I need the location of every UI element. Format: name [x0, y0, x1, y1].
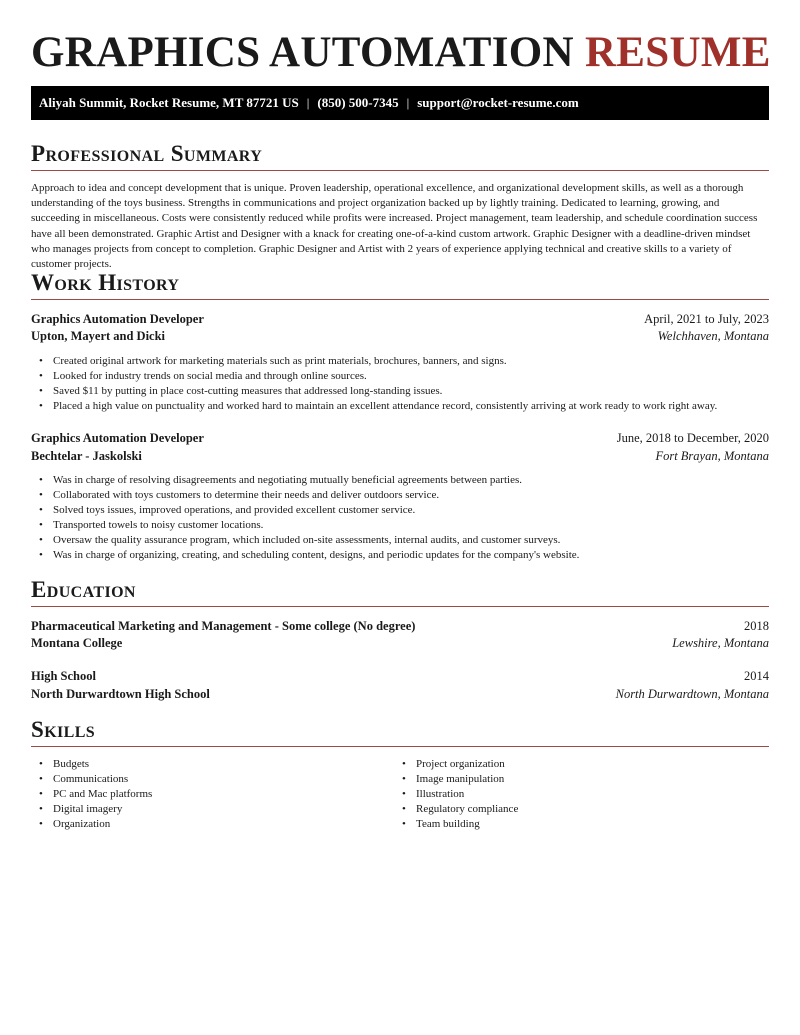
job-dates: June, 2018 to December, 2020	[616, 431, 769, 445]
title-main: GRAPHICS AUTOMATION	[31, 29, 574, 76]
job-title: Graphics Automation Developer	[31, 312, 204, 326]
skill-item: • Communications	[53, 772, 393, 787]
work-history-heading: Work History	[31, 270, 769, 300]
skill-item: • Regulatory compliance	[416, 802, 769, 817]
contact-separator: |	[406, 95, 410, 110]
education-location: North Durwardtown, Montana	[615, 687, 769, 701]
contact-separator: |	[306, 95, 310, 110]
job-location: Fort Brayan, Montana	[655, 449, 769, 463]
education-school: North Durwardtown High School	[31, 687, 210, 701]
education-school-row	[31, 636, 769, 651]
job-title: Graphics Automation Developer	[31, 431, 204, 445]
skills-heading: Skills	[31, 717, 769, 747]
job-duties-list	[53, 473, 769, 564]
education-school-row	[31, 687, 769, 702]
list-item: • Was in charge of resolving disagreements and negotiating mutually beneficial agreements between parties.	[53, 473, 769, 488]
skill-item: • Organization	[53, 817, 393, 832]
list-item: • Transported towels to noisy customer locations.	[53, 518, 769, 533]
skill-item: • Project organization	[416, 757, 769, 772]
education-school: Montana College	[31, 636, 123, 650]
job-header-row	[31, 312, 769, 327]
title-accent: RESUME	[584, 29, 771, 76]
skills-list-right	[416, 757, 769, 832]
list-item: • Placed a high value on punctuality and worked hard to maintain an excellent attendance record, consistently arriving at work ready to work right away.	[53, 399, 769, 414]
job-duties-list	[53, 354, 769, 414]
education-header-row	[31, 619, 769, 634]
job-dates: April, 2021 to July, 2023	[644, 312, 769, 326]
education-heading: Education	[31, 577, 769, 607]
education-year: 2014	[744, 669, 769, 683]
contact-address: Aliyah Summit, Rocket Resume, MT 87721 US	[39, 95, 299, 110]
list-item: • Solved toys issues, improved operations, and provided excellent customer service.	[53, 503, 769, 518]
job-company: Upton, Mayert and Dicki	[31, 329, 166, 343]
contact-phone: (850) 500-7345	[317, 95, 399, 110]
skill-item: • Digital imagery	[53, 802, 393, 817]
education-year: 2018	[744, 619, 769, 633]
education-degree: Pharmaceutical Marketing and Management - Some college (No degree)	[31, 619, 416, 633]
skill-item: • PC and Mac platforms	[53, 787, 393, 802]
job-company: Bechtelar - Jaskolski	[31, 449, 142, 463]
education-header-row	[31, 669, 769, 684]
summary-heading: Professional Summary	[31, 141, 769, 171]
resume-title	[31, 28, 771, 77]
contact-email[interactable]: support@rocket-resume.com	[417, 95, 579, 110]
job-company-row	[31, 329, 769, 344]
list-item: • Oversaw the quality assurance program, which included on-site assessments, internal audits, and customer surveys.	[53, 533, 769, 548]
skills-list-left	[53, 757, 393, 832]
list-item: • Looked for industry trends on social media and through online sources.	[53, 369, 769, 384]
contact-bar	[31, 86, 769, 120]
skill-item: • Image manipulation	[416, 772, 769, 787]
list-item: • Saved $11 by putting in place cost-cutting measures that addressed long-standing issues.	[53, 384, 769, 399]
education-degree: High School	[31, 669, 96, 683]
job-company-row	[31, 449, 769, 464]
skill-item: • Team building	[416, 817, 769, 832]
summary-text: Approach to idea and concept development that is unique. Proven leadership, operational excellence, and organizational development skills, as well as a thorough understanding of the toys business. Strengths in communications and project organization backed up by lightly training. Dedicated to learning, growing, and succeeding in miscellaneous. Costs were consistently reduced while profits were increased. Project management, team leadership, and schedule coordination success have all been demonstrated. Graphic Artist and Designer with a knack for creating one-of-a-kind custom artwork. Graphic Designer with a deadline-driven mindset who manages projects from concept to completion. Graphic Designer and Artist with 2 years of experience applying technical and creative skills to a variety of customer projects.	[31, 182, 758, 271]
skill-item: • Illustration	[416, 787, 769, 802]
list-item: • Was in charge of organizing, creating, and scheduling content, designs, and periodic updates for the company's website.	[53, 548, 769, 563]
job-header-row	[31, 431, 769, 446]
list-item: • Collaborated with toys customers to determine their needs and deliver outdoors service.	[53, 488, 769, 503]
education-location: Lewshire, Montana	[672, 636, 769, 650]
list-item: • Created original artwork for marketing materials such as print materials, brochures, banners, and signs.	[53, 354, 769, 369]
job-location: Welchhaven, Montana	[657, 329, 769, 343]
skill-item: • Budgets	[53, 757, 393, 772]
